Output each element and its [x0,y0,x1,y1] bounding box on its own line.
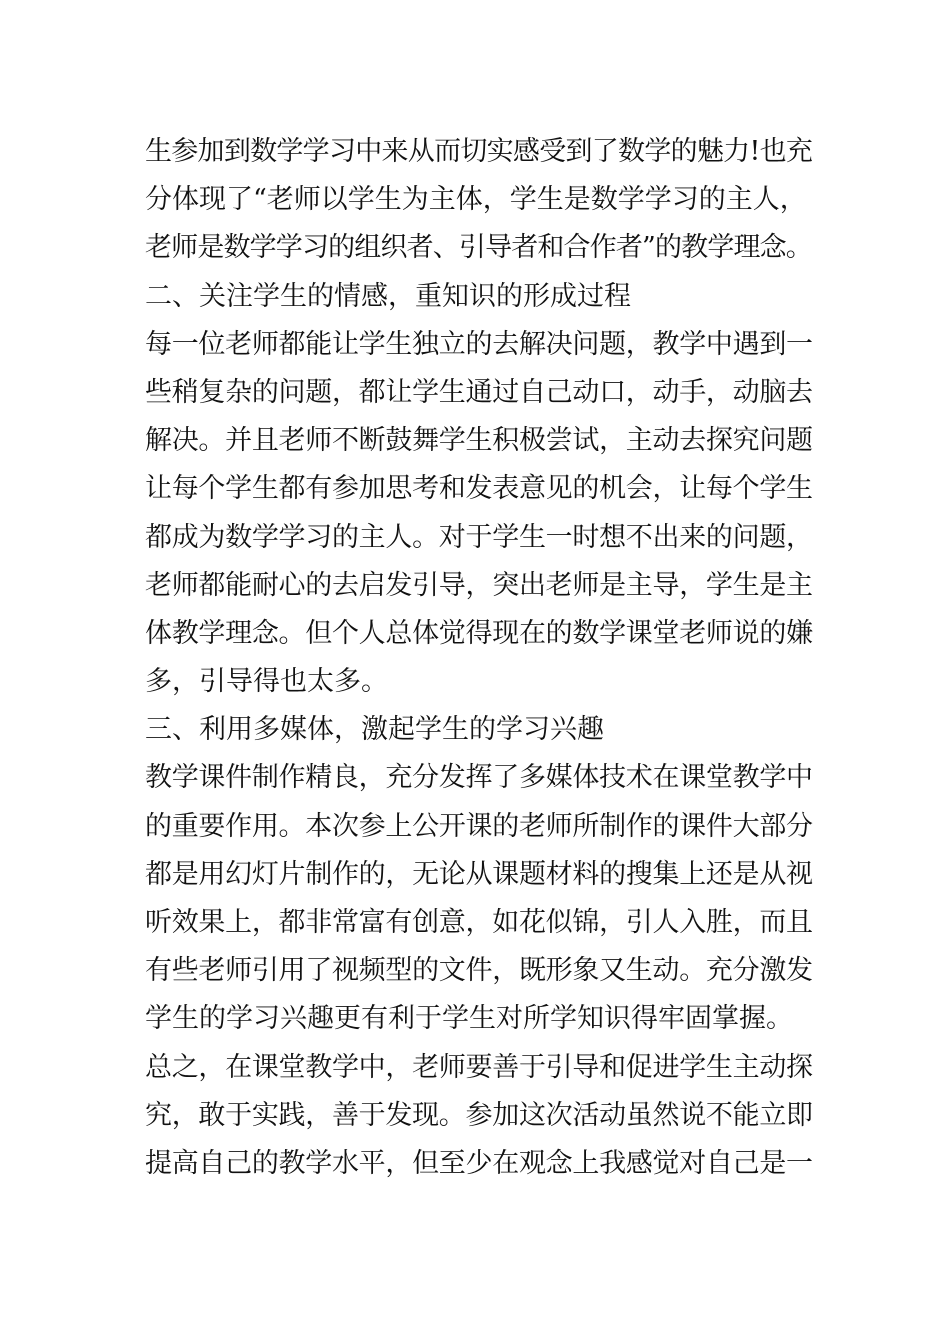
paragraph-line: 老师是数学学习的组织者、引导者和合作者”的教学理念。 [145,232,812,264]
paragraph-line: 生参加到数学学习中来从而切实感受到了数学的魅力!也充 [145,136,813,167]
paragraph-line: 都是用幻灯片制作的，无论从课题材料的搜集上还是从视 [145,858,813,890]
paragraph-line: 分体现了“老师以学生为主体，学生是数学学习的主人， [145,184,807,216]
paragraph-line: 总之，在课堂教学中，老师要善于引导和促进学生主动探 [145,1051,813,1083]
paragraph-line: 教学课件制作精良，充分发挥了多媒体技术在课堂教学中 [145,762,813,794]
section-heading: 三、利用多媒体，激起学生的学习兴趣 [145,714,604,746]
document-text [145,128,813,1188]
paragraph-line: 些稍复杂的问题，都让学生通过自己动口，动手，动脑去 [145,376,813,408]
paragraph-line: 的重要作用。本次参上公开课的老师所制作的课件大部分 [145,810,813,842]
paragraph-line: 有些老师引用了视频型的文件，既形象又生动。充分激发 [145,955,813,987]
paragraph-line: 听效果上，都非常富有创意，如花似锦，引人入胜，而且 [145,907,813,938]
paragraph-line: 多，引导得也太多。 [145,666,388,698]
paragraph-line: 让每个学生都有参加思考和发表意见的机会，让每个学生 [145,473,813,505]
paragraph-line: 体教学理念。但个人总体觉得现在的数学课堂老师说的嫌 [145,617,813,649]
paragraph-line: 都成为数学学习的主人。对于学生一时想不出来的问题， [145,521,813,553]
paragraph-line: 每一位老师都能让学生独立的去解决问题，教学中遇到一 [145,328,813,360]
paragraph-line: 提高自己的教学水平，但至少在观念上我感觉对自己是一 [145,1147,813,1179]
paragraph-line: 解决。并且老师不断鼓舞学生积极尝试，主动去探究问题 [145,425,813,457]
paragraph-line: 学生的学习兴趣更有利于学生对所学知识得牢固掌握。 [145,1003,793,1035]
section-heading: 二、关注学生的情感，重知识的形成过程 [145,280,631,312]
paragraph-line: 究，敢于实践，善于发现。参加这次活动虽然说不能立即 [145,1099,813,1131]
paragraph-line: 老师都能耐心的去启发引导，突出老师是主导，学生是主 [145,569,813,601]
